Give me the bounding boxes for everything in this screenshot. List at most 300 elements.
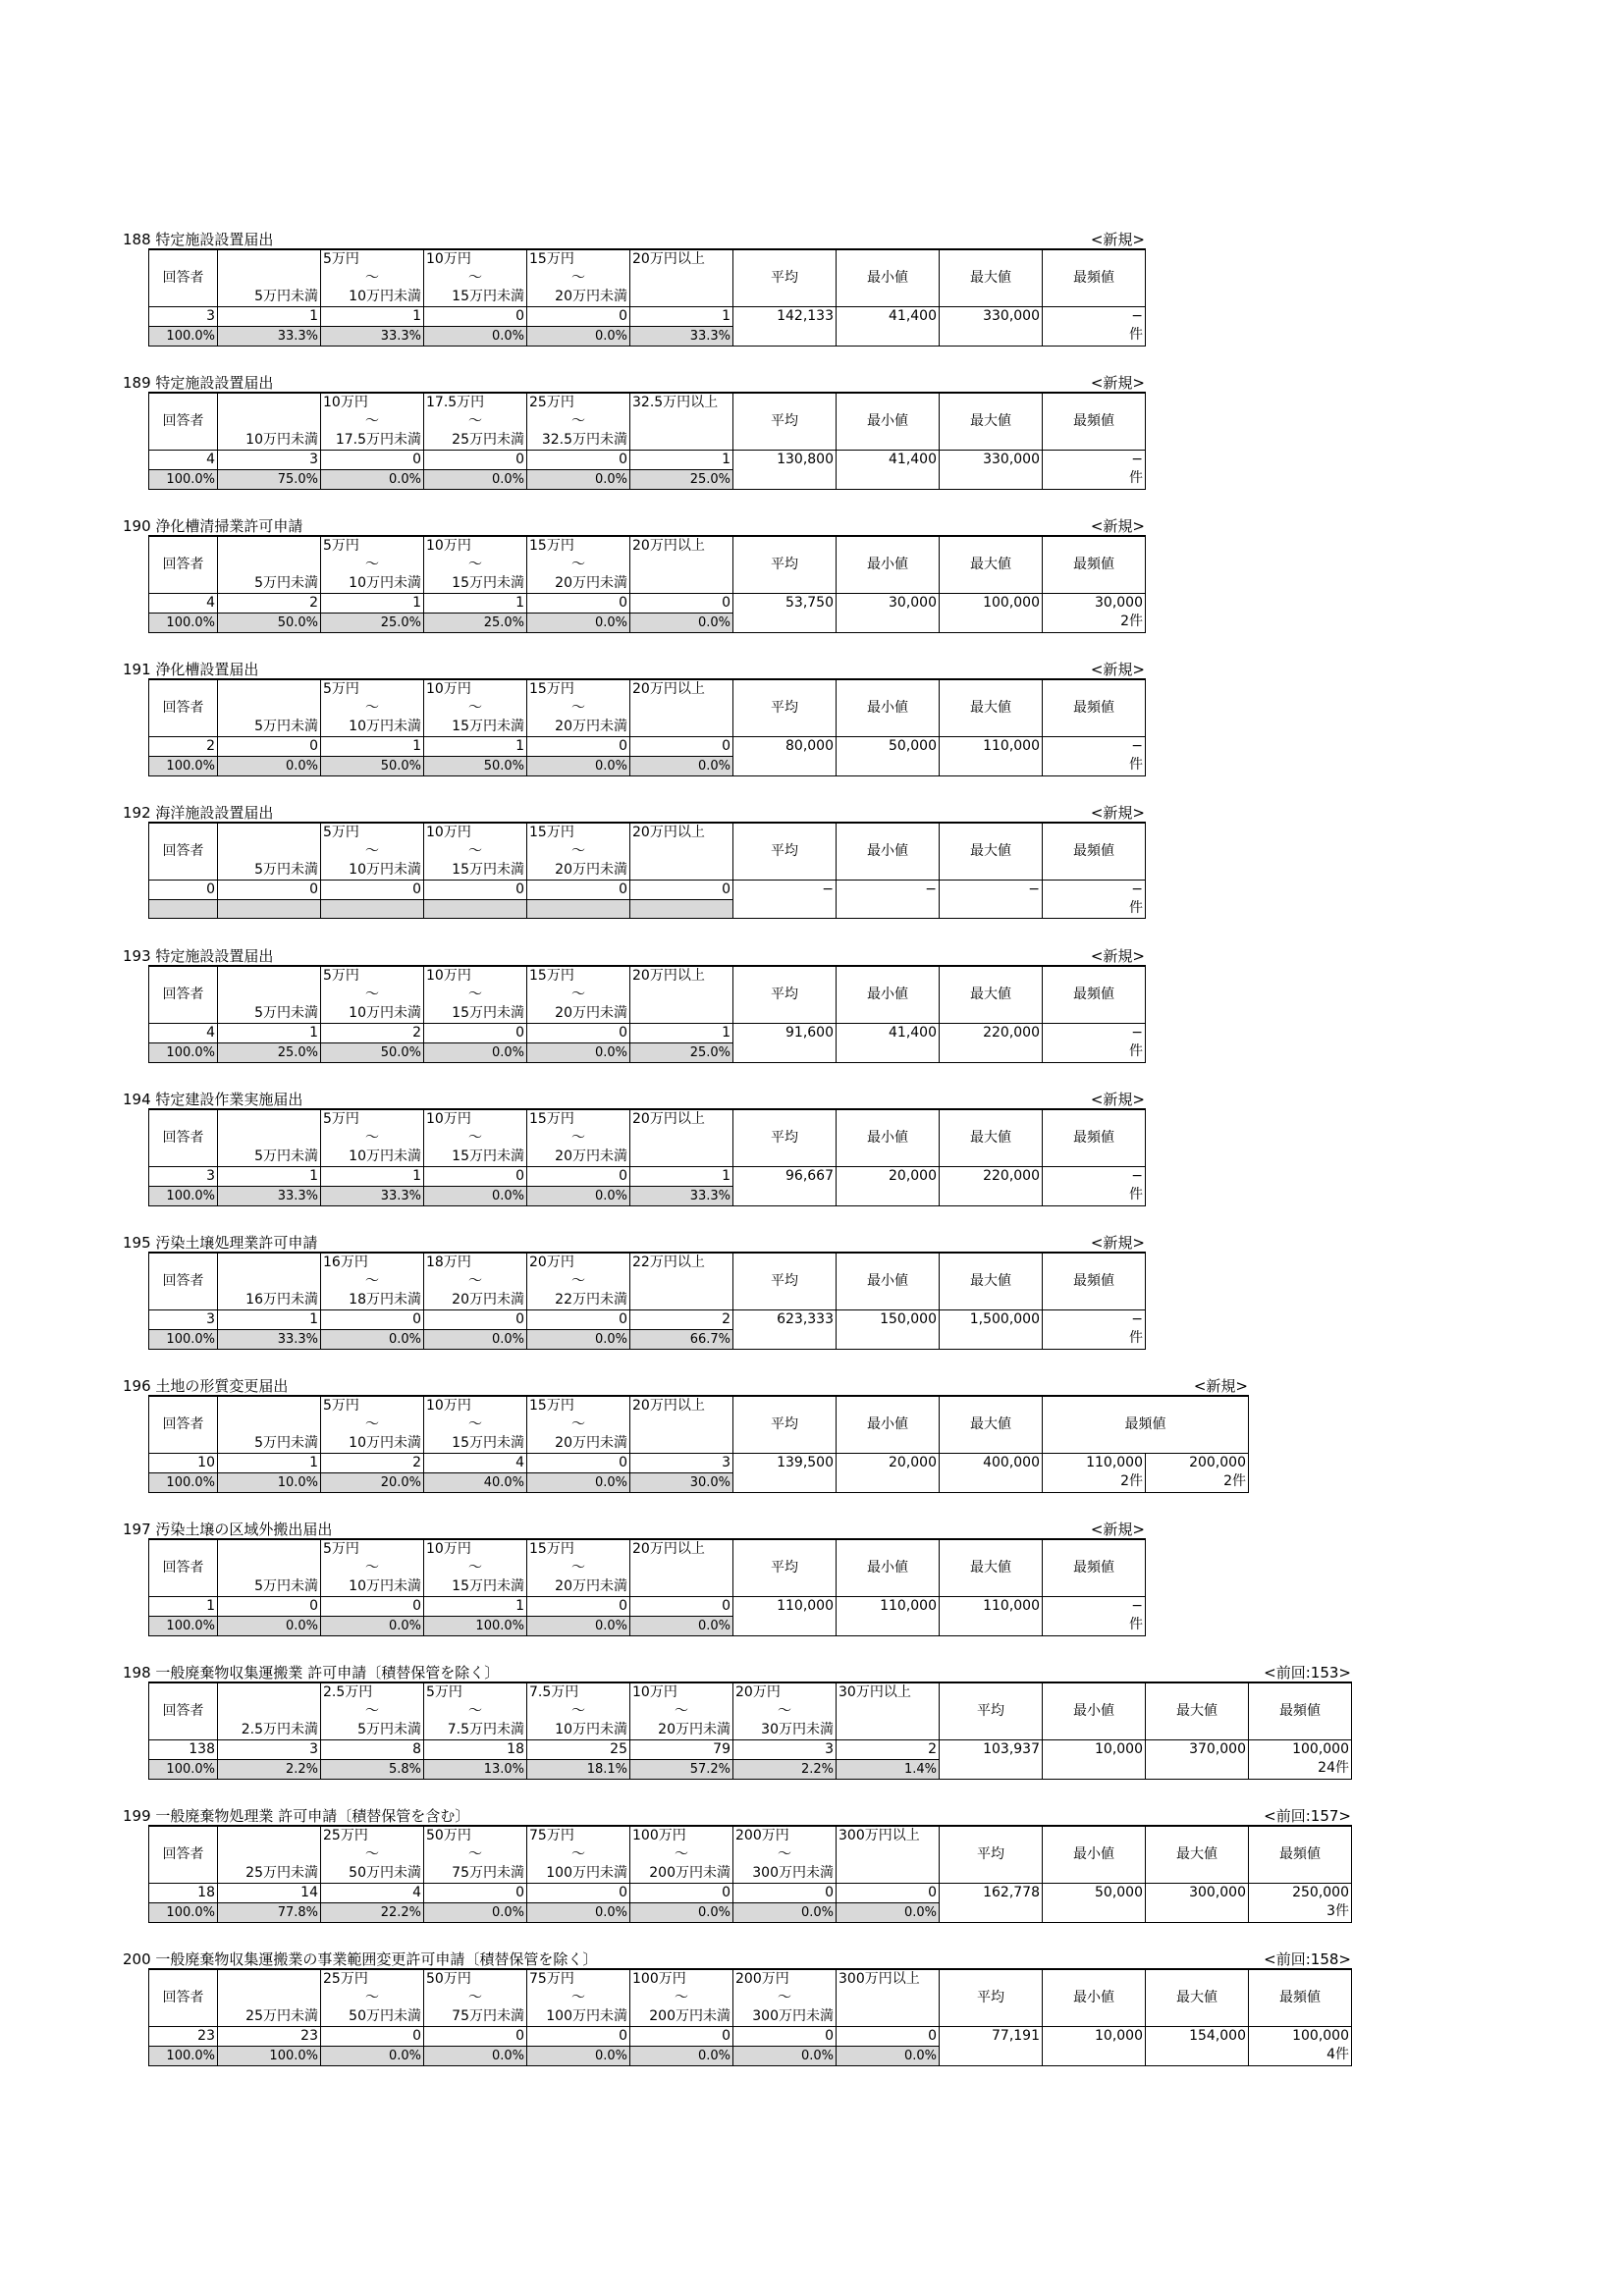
range-lower: 20万円以上 [632, 538, 705, 554]
range-lower: 50万円 [426, 1971, 471, 1987]
range-percent [321, 900, 424, 919]
stat-header: 最小値 [837, 249, 940, 307]
average-value: 110,000 [733, 1597, 837, 1636]
table-number: 198 [123, 1664, 151, 1682]
range-label [220, 537, 318, 593]
range-header [733, 1826, 837, 1884]
mode-amount: 30,000 [1095, 595, 1143, 611]
range-count: 1 [424, 737, 527, 757]
range-header [321, 966, 424, 1024]
range-upper: 25万円未満 [245, 1865, 318, 1881]
range-upper: 100万円未満 [546, 1865, 627, 1881]
range-percent: 20.0% [321, 1473, 424, 1493]
range-header [424, 249, 527, 307]
stat-header: 最小値 [837, 1539, 940, 1597]
respondent-percent: 100.0% [149, 1903, 218, 1923]
range-percent [424, 900, 527, 919]
range-label [426, 1827, 524, 1883]
range-lower: 100万円 [632, 1971, 686, 1987]
range-count: 1 [321, 594, 424, 614]
range-label [426, 1540, 524, 1596]
min-value: 30,000 [837, 594, 940, 633]
min-value: 150,000 [837, 1310, 940, 1350]
range-lower: 5万円 [323, 251, 359, 267]
range-lower: 100万円 [632, 1828, 686, 1843]
range-header [630, 1253, 733, 1310]
range-upper: 10万円未満 [349, 1578, 421, 1594]
respondents-header: 回答者 [149, 1682, 218, 1740]
range-count: 79 [630, 1740, 733, 1760]
fee-distribution-table [148, 1108, 1146, 1206]
respondent-percent: 100.0% [149, 1043, 218, 1063]
table-number: 200 [123, 1950, 151, 1968]
range-lower: 10万円 [426, 681, 471, 697]
range-header [218, 679, 321, 737]
range-count: 14 [218, 1884, 321, 1903]
range-header [630, 1396, 733, 1454]
range-upper: 200万円未満 [649, 1865, 730, 1881]
range-count: 0 [218, 1597, 321, 1617]
range-percent: 33.3% [218, 1330, 321, 1350]
range-label [529, 1540, 627, 1596]
range-percent: 50.0% [321, 1043, 424, 1063]
average-value: − [733, 881, 837, 919]
range-lower: 15万円 [529, 251, 574, 267]
stat-header: 最小値 [837, 393, 940, 451]
range-percent: 0.0% [527, 2047, 630, 2066]
stat-header: 平均 [733, 679, 837, 737]
range-percent: 0.0% [527, 327, 630, 347]
range-count: 1 [218, 1024, 321, 1043]
range-lower: 5万円 [323, 538, 359, 554]
range-lower: 15万円 [529, 1541, 574, 1557]
range-header [527, 249, 630, 307]
range-upper: 22万円未満 [555, 1292, 627, 1308]
mode-frequency: 件 [1129, 1617, 1143, 1632]
range-count: 0 [321, 1597, 424, 1617]
status-tag: <新規> [1090, 1521, 1145, 1538]
mode-frequency: 2件 [1223, 1473, 1246, 1489]
status-tag: <新規> [1090, 947, 1145, 965]
status-tag: <新規> [1090, 231, 1145, 248]
tilde-mark: ～ [365, 1130, 379, 1146]
range-count: 1 [630, 307, 733, 327]
tilde-mark: ～ [365, 270, 379, 286]
range-header [218, 1682, 321, 1740]
range-upper: 15万円未満 [452, 575, 524, 591]
range-percent: 50.0% [424, 757, 527, 776]
range-header [424, 1539, 527, 1597]
range-upper: 2.5万円未満 [241, 1722, 318, 1737]
respondent-count: 10 [149, 1454, 218, 1473]
range-lower: 17.5万円 [426, 395, 485, 410]
range-count: 0 [424, 1884, 527, 1903]
range-percent: 0.0% [424, 1903, 527, 1923]
range-header [630, 1826, 733, 1884]
range-percent: 0.0% [630, 1903, 733, 1923]
range-count: 0 [630, 1597, 733, 1617]
mode-frequency: 2件 [1120, 614, 1143, 629]
stat-header-mode: 最頻値 [1043, 1109, 1146, 1167]
tilde-mark: ～ [468, 270, 482, 286]
respondents-header: 回答者 [149, 249, 218, 307]
range-count: 25 [527, 1740, 630, 1760]
range-lower: 75万円 [529, 1828, 574, 1843]
range-header [321, 536, 424, 594]
range-count: 0 [630, 737, 733, 757]
range-percent: 0.0% [527, 614, 630, 633]
mode-amount: − [1131, 1168, 1143, 1184]
range-percent: 0.0% [527, 1617, 630, 1636]
tilde-mark: ～ [675, 1990, 688, 2005]
table-title [123, 1951, 597, 1968]
range-label [632, 394, 730, 450]
range-lower: 10万円 [323, 395, 368, 410]
table-title-text: 海洋施設設置届出 [155, 804, 274, 822]
range-count: 0 [733, 2027, 837, 2047]
range-lower: 30万円以上 [839, 1684, 911, 1700]
range-header [837, 1682, 940, 1740]
range-label [426, 537, 524, 593]
respondent-count: 18 [149, 1884, 218, 1903]
table-number: 189 [123, 374, 151, 392]
respondent-count: 3 [149, 1167, 218, 1187]
range-percent: 0.0% [527, 1903, 630, 1923]
range-percent: 0.0% [630, 1617, 733, 1636]
table-title [123, 232, 273, 248]
range-header [630, 1539, 733, 1597]
range-count: 0 [527, 1884, 630, 1903]
max-value: 110,000 [940, 737, 1043, 776]
range-label [632, 250, 730, 306]
stat-header: 最小値 [837, 1253, 940, 1310]
tilde-mark: ～ [778, 1703, 791, 1719]
range-count: 3 [218, 451, 321, 470]
table-title-text: 一般廃棄物収集運搬業の事業範囲変更許可申請〔積替保管を除く〕 [155, 1950, 598, 1968]
range-label [220, 250, 318, 306]
range-count: 4 [321, 1884, 424, 1903]
range-lower: 20万円以上 [632, 968, 705, 984]
table-title-text: 特定建設作業実施届出 [155, 1091, 303, 1108]
mode-frequency: 件 [1129, 757, 1143, 773]
range-header [321, 1826, 424, 1884]
stat-header: 最大値 [940, 249, 1043, 307]
range-upper: 20万円未満 [555, 1005, 627, 1021]
range-label [426, 394, 524, 450]
range-upper: 100万円未満 [546, 2008, 627, 2024]
stat-header: 平均 [733, 393, 837, 451]
tilde-mark: ～ [778, 1846, 791, 1862]
range-count: 8 [321, 1740, 424, 1760]
range-count: 0 [527, 881, 630, 900]
range-label [220, 394, 318, 450]
range-count: 1 [218, 307, 321, 327]
max-value: 220,000 [940, 1024, 1043, 1063]
range-percent: 66.7% [630, 1330, 733, 1350]
range-percent: 5.8% [321, 1760, 424, 1780]
status-tag: <前回:157> [1264, 1807, 1351, 1825]
respondents-header: 回答者 [149, 536, 218, 594]
table-title-text: 特定施設設置届出 [155, 947, 274, 965]
mode-frequency: 件 [1129, 470, 1143, 486]
range-upper: 32.5万円未満 [541, 432, 627, 448]
range-percent: 0.0% [527, 1330, 630, 1350]
max-value: 330,000 [940, 451, 1043, 490]
range-count: 0 [424, 307, 527, 327]
range-lower: 10万円 [632, 1684, 677, 1700]
range-lower: 20万円以上 [632, 1541, 705, 1557]
range-label [323, 394, 421, 450]
table-number: 199 [123, 1807, 151, 1825]
range-count: 0 [527, 737, 630, 757]
stat-header: 平均 [940, 1969, 1043, 2027]
average-value: 162,778 [940, 1884, 1043, 1923]
range-count: 0 [424, 881, 527, 900]
range-upper: 25万円未満 [452, 432, 524, 448]
range-upper: 10万円未満 [349, 1435, 421, 1451]
range-header [321, 679, 424, 737]
respondent-percent: 100.0% [149, 614, 218, 633]
mode-amount: − [1131, 881, 1143, 897]
range-lower: 300万円以上 [839, 1828, 920, 1843]
range-lower: 5万円 [323, 1398, 359, 1414]
stat-header: 平均 [733, 249, 837, 307]
range-count: 1 [424, 594, 527, 614]
range-label [220, 680, 318, 736]
fee-distribution-table [148, 392, 1146, 490]
tilde-mark: ～ [365, 1560, 379, 1575]
range-upper: 10万円未満 [349, 862, 421, 878]
range-label [632, 1970, 730, 2026]
range-upper: 18万円未満 [349, 1292, 421, 1308]
range-header [424, 1253, 527, 1310]
range-percent: 0.0% [218, 757, 321, 776]
table-title [123, 805, 273, 822]
max-value: 330,000 [940, 307, 1043, 347]
tilde-mark: ～ [571, 1990, 585, 2005]
fee-distribution-table [148, 1682, 1352, 1780]
status-tag: <前回:153> [1264, 1664, 1351, 1682]
range-lower: 200万円 [735, 1828, 789, 1843]
range-header [321, 1396, 424, 1454]
range-percent: 0.0% [424, 470, 527, 490]
table-title [123, 1808, 469, 1825]
status-tag: <新規> [1090, 1234, 1145, 1252]
tilde-mark: ～ [365, 1846, 379, 1862]
range-label [426, 1683, 524, 1739]
average-value: 96,667 [733, 1167, 837, 1206]
range-count: 0 [837, 2027, 940, 2047]
respondents-header: 回答者 [149, 823, 218, 881]
stat-header-mode: 最頻値 [1043, 823, 1146, 881]
range-header [218, 536, 321, 594]
average-value: 139,500 [733, 1454, 837, 1493]
table-number: 191 [123, 661, 151, 678]
range-header [527, 1253, 630, 1310]
range-upper: 5万円未満 [254, 575, 318, 591]
range-label [529, 1254, 627, 1309]
respondents-header: 回答者 [149, 1539, 218, 1597]
range-label [839, 1827, 937, 1883]
range-lower: 15万円 [529, 825, 574, 840]
average-value: 130,800 [733, 451, 837, 490]
fee-distribution-table [148, 822, 1146, 919]
status-tag: <前回:158> [1264, 1950, 1351, 1968]
fee-distribution-table [148, 678, 1146, 776]
range-lower: 25万円 [323, 1828, 368, 1843]
stat-header: 最大値 [940, 679, 1043, 737]
stat-header: 最小値 [837, 966, 940, 1024]
range-percent: 0.0% [321, 470, 424, 490]
range-upper: 5万円未満 [254, 1148, 318, 1164]
respondent-count: 4 [149, 594, 218, 614]
range-percent: 13.0% [424, 1760, 527, 1780]
tilde-mark: ～ [468, 1990, 482, 2005]
respondents-header: 回答者 [149, 966, 218, 1024]
min-value: 10,000 [1043, 1740, 1146, 1780]
range-upper: 10万円未満 [349, 1148, 421, 1164]
range-percent: 50.0% [218, 614, 321, 633]
range-header [527, 823, 630, 881]
range-count: 0 [424, 1167, 527, 1187]
range-label [529, 680, 627, 736]
max-value: 400,000 [940, 1454, 1043, 1493]
range-percent: 0.0% [321, 1617, 424, 1636]
mode-amount: − [1131, 1025, 1143, 1041]
range-header [218, 1826, 321, 1884]
average-value: 91,600 [733, 1024, 837, 1063]
fee-distribution-table [148, 1538, 1146, 1636]
stat-header: 平均 [733, 1396, 837, 1454]
range-lower: 5万円 [323, 968, 359, 984]
mode-value [1249, 1884, 1352, 1923]
tilde-mark: ～ [468, 843, 482, 859]
range-header [424, 966, 527, 1024]
range-count: 1 [218, 1310, 321, 1330]
range-count: 3 [218, 1740, 321, 1760]
range-upper: 10万円未満 [555, 1722, 627, 1737]
range-upper: 75万円未満 [452, 2008, 524, 2024]
range-header [321, 1682, 424, 1740]
range-label [220, 1397, 318, 1453]
min-value: 41,400 [837, 451, 940, 490]
range-count: 0 [527, 1024, 630, 1043]
range-upper: 10万円未満 [349, 575, 421, 591]
min-value: 50,000 [837, 737, 940, 776]
min-value: 20,000 [837, 1454, 940, 1493]
range-header [630, 1969, 733, 2027]
range-count: 1 [321, 737, 424, 757]
range-label [529, 250, 627, 306]
range-count: 0 [527, 307, 630, 327]
range-count: 0 [630, 881, 733, 900]
stat-header: 最大値 [1146, 1682, 1249, 1740]
table-title-text: 浄化槽清掃業許可申請 [155, 517, 303, 535]
stat-header-mode: 最頻値 [1249, 1826, 1352, 1884]
range-label [529, 824, 627, 880]
status-tag: <新規> [1090, 517, 1145, 535]
respondents-header: 回答者 [149, 1826, 218, 1884]
table-number: 197 [123, 1521, 151, 1538]
range-upper: 16万円未満 [245, 1292, 318, 1308]
table-title [123, 1378, 288, 1395]
respondents-header: 回答者 [149, 393, 218, 451]
tilde-mark: ～ [365, 413, 379, 429]
range-header [527, 1109, 630, 1167]
tilde-mark: ～ [571, 1560, 585, 1575]
stat-header-mode: 最頻値 [1043, 679, 1146, 737]
stat-header: 最小値 [1043, 1682, 1146, 1740]
range-header [424, 1109, 527, 1167]
tilde-mark: ～ [365, 557, 379, 572]
min-value: 10,000 [1043, 2027, 1146, 2066]
range-count: 0 [733, 1884, 837, 1903]
range-percent: 0.0% [527, 470, 630, 490]
mode-amount: 200,000 [1189, 1455, 1246, 1470]
range-header [630, 536, 733, 594]
range-lower: 18万円 [426, 1255, 471, 1270]
mode-frequency: 件 [1129, 900, 1143, 916]
status-tag: <新規> [1090, 374, 1145, 392]
range-label [426, 967, 524, 1023]
range-label [529, 394, 627, 450]
range-upper: 10万円未満 [245, 432, 318, 448]
range-header [424, 679, 527, 737]
max-value: 100,000 [940, 594, 1043, 633]
range-count: 0 [630, 1884, 733, 1903]
range-lower: 5万円 [323, 1111, 359, 1127]
respondent-percent: 100.0% [149, 1760, 218, 1780]
respondent-count: 4 [149, 1024, 218, 1043]
respondent-percent: 100.0% [149, 2047, 218, 2066]
range-label [220, 824, 318, 880]
range-percent: 0.0% [424, 1187, 527, 1206]
range-count: 0 [321, 1310, 424, 1330]
tilde-mark: ～ [365, 987, 379, 1002]
range-header [630, 966, 733, 1024]
range-label [220, 1827, 318, 1883]
range-upper: 15万円未満 [452, 289, 524, 304]
max-value: 370,000 [1146, 1740, 1249, 1780]
stat-header: 最大値 [940, 1253, 1043, 1310]
range-percent: 1.4% [837, 1760, 940, 1780]
range-percent [218, 900, 321, 919]
range-upper: 5万円未満 [254, 719, 318, 734]
range-count: 0 [321, 451, 424, 470]
range-header [630, 679, 733, 737]
range-percent: 33.3% [321, 1187, 424, 1206]
mode-value [1043, 307, 1146, 347]
range-lower: 200万円 [735, 1971, 789, 1987]
table-title-text: 汚染土壌処理業許可申請 [155, 1234, 318, 1252]
min-value: 41,400 [837, 307, 940, 347]
stat-header: 平均 [733, 1253, 837, 1310]
range-label [323, 250, 421, 306]
range-label [529, 1397, 627, 1453]
table-number: 194 [123, 1091, 151, 1108]
stat-header: 最小値 [837, 679, 940, 737]
range-count: 0 [321, 2027, 424, 2047]
range-label [632, 537, 730, 593]
range-header [733, 1969, 837, 2027]
range-count: 0 [630, 2027, 733, 2047]
stat-header: 平均 [733, 966, 837, 1024]
stat-header: 最小値 [1043, 1826, 1146, 1884]
range-lower: 10万円 [426, 251, 471, 267]
range-header [218, 1253, 321, 1310]
range-percent: 2.2% [733, 1760, 837, 1780]
range-lower: 25万円 [323, 1971, 368, 1987]
